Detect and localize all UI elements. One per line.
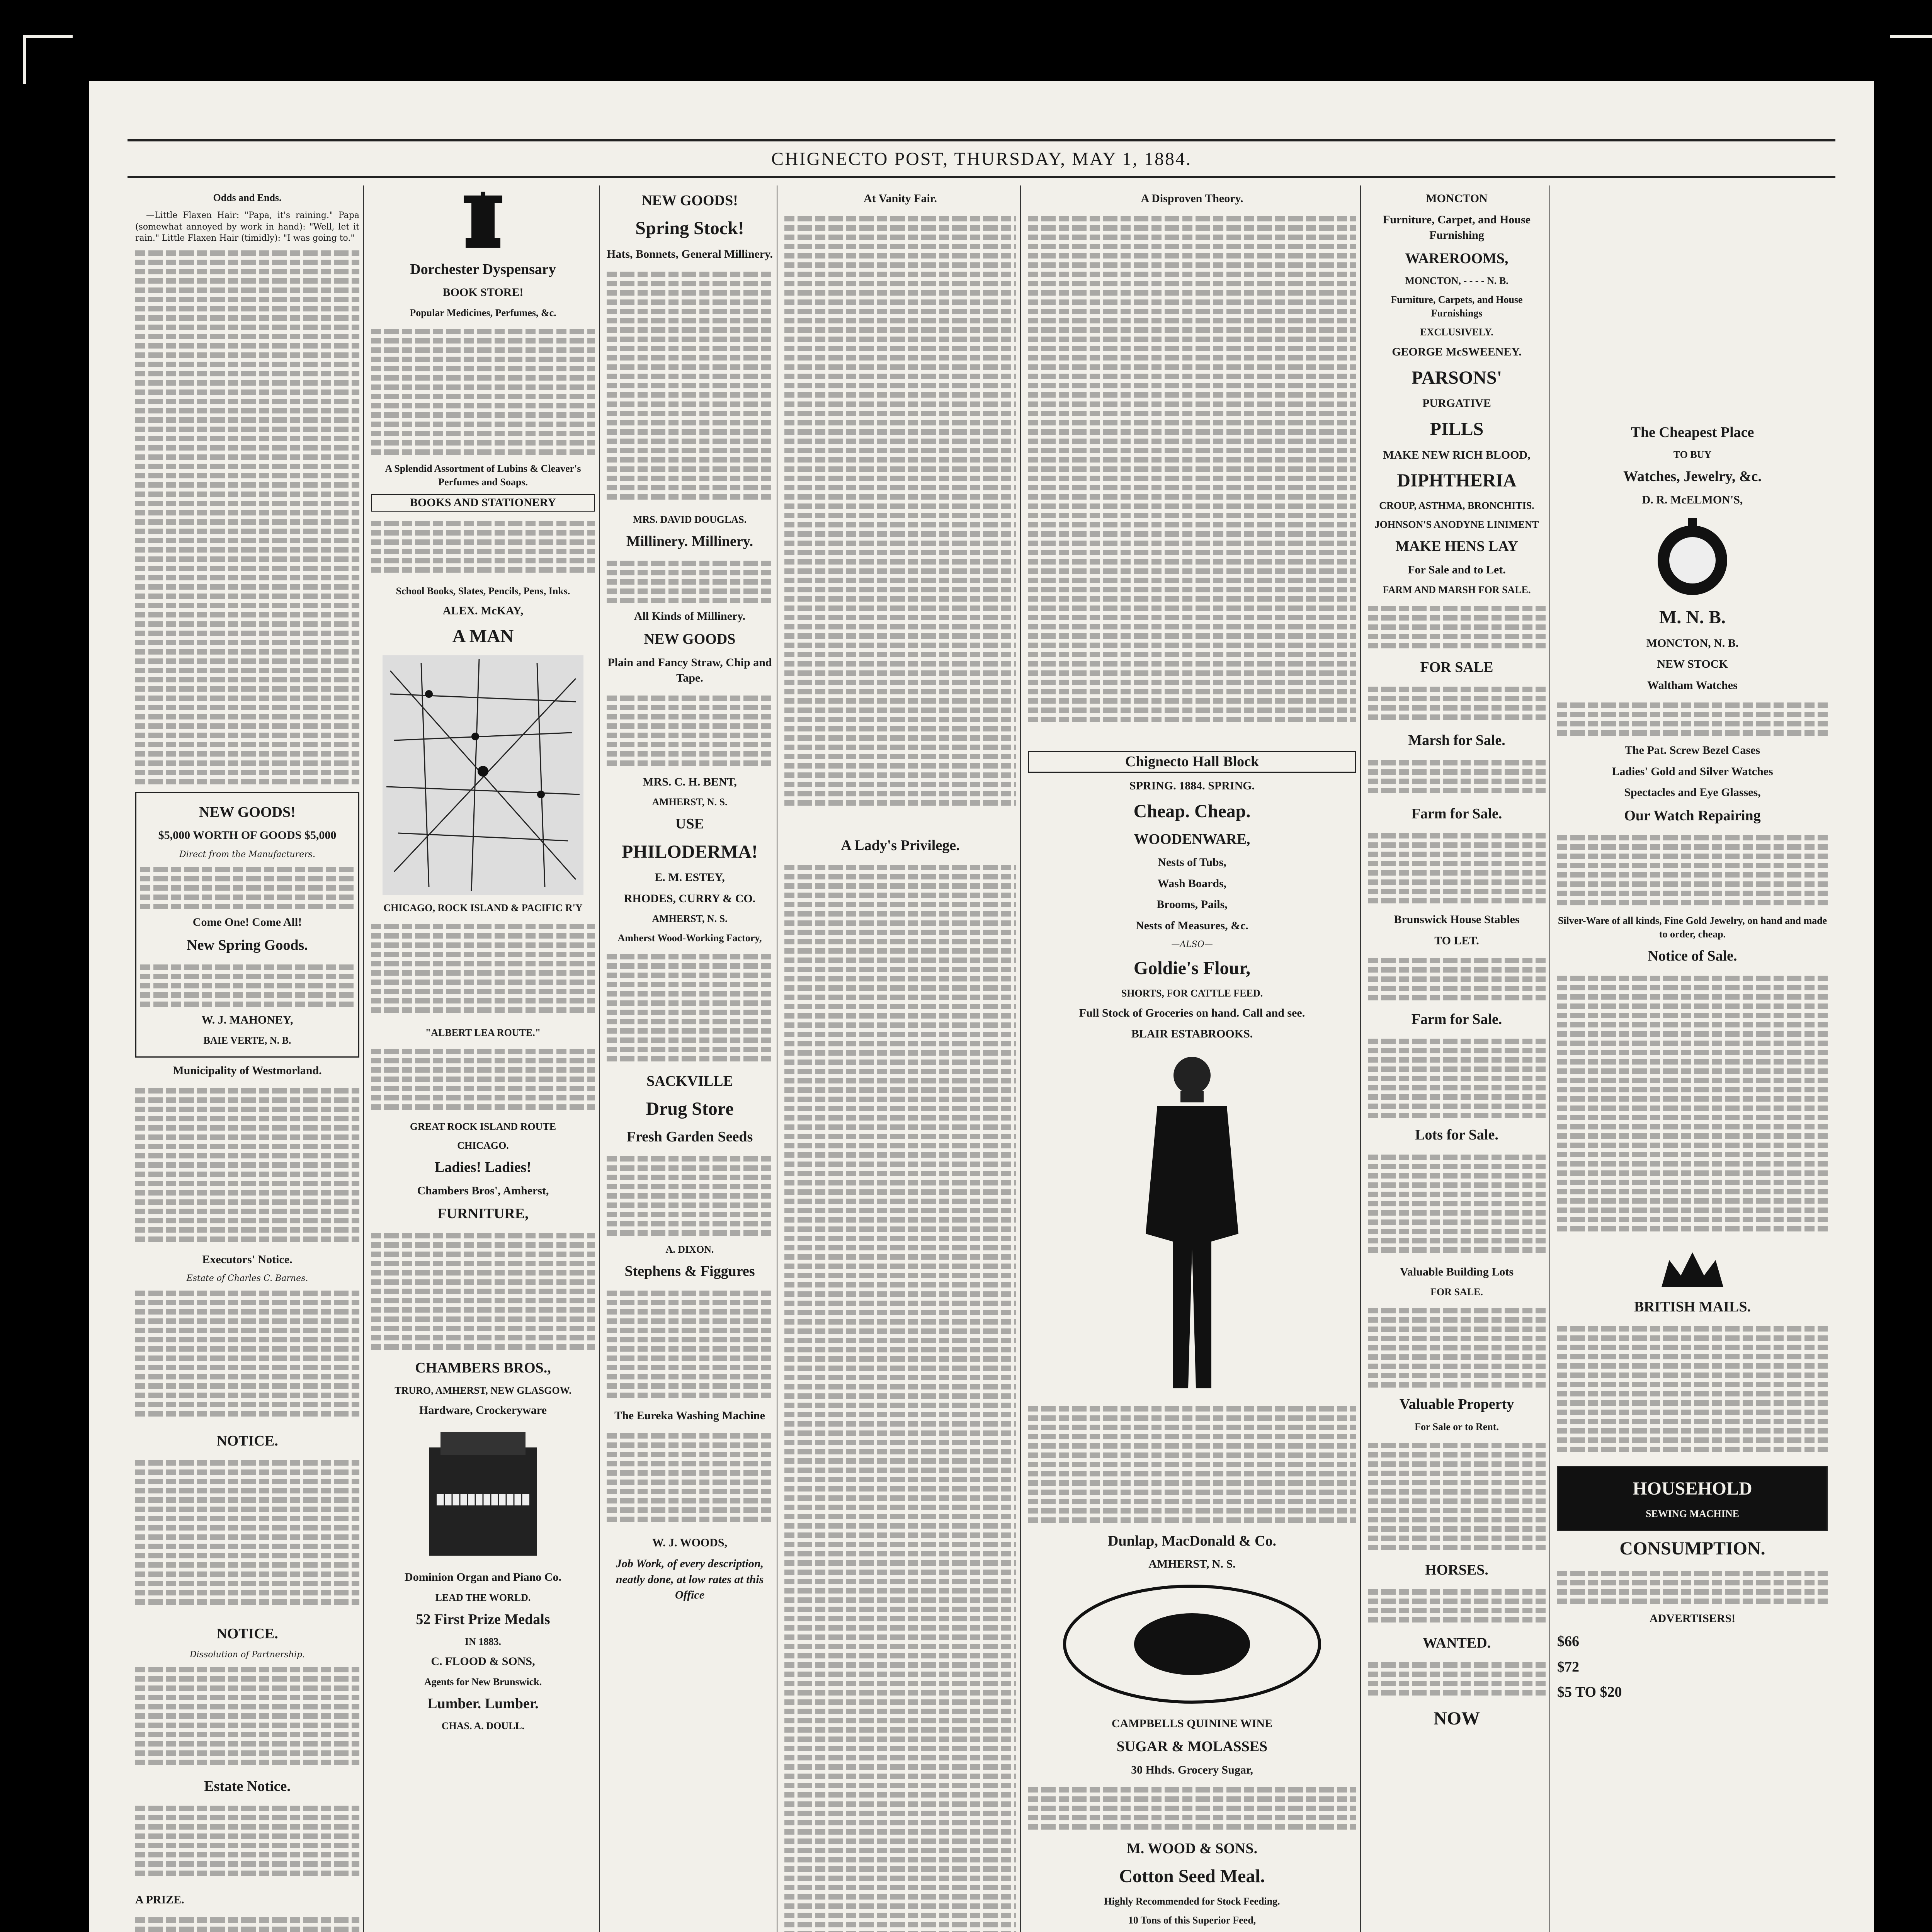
books-stationery: BOOKS AND STATIONERY	[371, 494, 595, 512]
tubs: Nests of Tubs,	[1158, 856, 1226, 869]
notice-text	[1557, 1322, 1828, 1461]
cotton-seed: Cotton Seed Meal.	[1119, 1866, 1265, 1887]
mcsweeney: GEORGE McSWEENEY.	[1392, 345, 1522, 359]
albert-lea: "ALBERT LEA ROUTE."	[425, 1027, 541, 1039]
moncton-title: MONCTON	[1426, 192, 1488, 205]
ad-text	[607, 1429, 773, 1530]
come-one: Come One! Come All!	[192, 915, 302, 929]
ad-text	[1557, 831, 1828, 908]
lady-privilege-heading: A Lady's Privilege.	[841, 837, 960, 854]
agents-nb: Agents for New Brunswick.	[424, 1676, 542, 1687]
notice-text	[1368, 756, 1546, 799]
rich-blood: MAKE NEW RICH BLOOD,	[1383, 448, 1531, 461]
wanted: WANTED.	[1422, 1634, 1491, 1651]
exclusively: EXCLUSIVELY.	[1420, 327, 1493, 338]
ad-text	[607, 950, 773, 1066]
woods: W. J. WOODS,	[652, 1536, 728, 1549]
new-goods: NEW GOODS!	[641, 192, 738, 209]
chambers-bros: CHAMBERS BROS.,	[415, 1360, 551, 1376]
railway-map-icon	[371, 655, 595, 895]
registration-mark	[23, 35, 73, 84]
monogram: M. N. B.	[1659, 607, 1726, 628]
croup: CROUP, ASTHMA, BRONCHITIS.	[1379, 500, 1534, 512]
ladies-gold: Ladies' Gold and Silver Watches	[1612, 765, 1773, 778]
dominion-organ: Dominion Organ and Piano Co.	[405, 1571, 561, 1584]
masthead	[128, 139, 1835, 178]
waltham: Waltham Watches	[1647, 679, 1738, 692]
masthead-title: CHIGNECTO POST, THURSDAY, MAY 1, 1884.	[771, 148, 1192, 169]
ad-text	[607, 1152, 773, 1237]
goldies-flour: Goldie's Flour,	[1133, 958, 1251, 979]
mahoney: W. J. MAHONEY,	[201, 1014, 293, 1027]
ad-text	[1028, 1783, 1356, 1833]
now: NOW	[1434, 1708, 1480, 1729]
mortar-pestle-icon	[371, 192, 595, 253]
quinine-wine-logo-icon	[1028, 1578, 1356, 1710]
repairing: Our Watch Repairing	[1624, 807, 1761, 824]
spring-year: SPRING. 1884. SPRING.	[1129, 779, 1255, 792]
brunswick: Brunswick House Stables	[1394, 913, 1520, 926]
grocery-sugar: 30 Hhds. Grocery Sugar,	[1131, 1763, 1253, 1776]
notice-text	[1368, 1151, 1546, 1259]
railway-name: CHICAGO, ROCK ISLAND & PACIFIC R'Y	[383, 902, 583, 913]
fresh-garden: Fresh Garden Seeds	[626, 1128, 753, 1145]
registration-mark	[1890, 35, 1932, 84]
new-stock: NEW STOCK	[1657, 658, 1728, 671]
hardware: Hardware, Crockeryware	[419, 1403, 547, 1417]
highly: Highly Recommended for Stock Feeding.	[1104, 1896, 1280, 1907]
column-7	[1557, 185, 1828, 1932]
marsh-sale: Marsh for Sale.	[1408, 732, 1505, 749]
dunlap: Dunlap, MacDonald & Co.	[1108, 1532, 1276, 1549]
farm-sale-2: Farm for Sale.	[1411, 1011, 1502, 1028]
story-text	[784, 861, 1016, 1932]
tons: 10 Tons of this Superior Feed,	[1128, 1915, 1256, 1926]
ad-text	[371, 920, 595, 1020]
odds-text: —Little Flaxen Hair: "Papa, it's raining." Papa (somewhat annoyed by work in hand): "Well, let it rain." Little Flaxen Hair (timidly): "I was going to."	[135, 211, 359, 243]
column-4	[784, 185, 1016, 1932]
article-text	[135, 247, 359, 787]
job-work: Job Work, of every description, neatly done, at low rates at this Office	[616, 1557, 764, 1602]
to-let: TO LET.	[1434, 934, 1479, 947]
chambers-amherst: Chambers Bros', Amherst,	[417, 1184, 549, 1197]
in-1883: IN 1883.	[465, 1636, 501, 1648]
price-1: $66	[1557, 1633, 1579, 1650]
story-text	[1028, 212, 1356, 745]
estate-notice-heading: Estate Notice.	[204, 1778, 291, 1794]
doull: CHAS. A. DOULL.	[441, 1720, 525, 1732]
column-5	[1028, 185, 1356, 1932]
column-rule	[599, 185, 600, 1932]
brooms: Brooms, Pails,	[1156, 898, 1228, 911]
for-sale-2: FOR SALE.	[1430, 1286, 1483, 1298]
lead-world: LEAD THE WORLD.	[435, 1592, 531, 1603]
goods-heading: NEW GOODS!	[199, 804, 296, 821]
ad-text	[371, 1229, 595, 1353]
column-rule	[1020, 185, 1021, 1932]
notice-text	[1368, 1658, 1546, 1701]
cheap-heading: Cheap. Cheap.	[1133, 801, 1251, 822]
column-rule	[363, 185, 364, 1932]
price-3: $5 TO $20	[1557, 1684, 1622, 1700]
warerooms: WAREROOMS,	[1405, 250, 1509, 267]
valuable-property: Valuable Property	[1399, 1396, 1514, 1413]
watch-icon	[1557, 514, 1828, 599]
baie-verte: BAIE VERTE, N. B.	[203, 1034, 291, 1046]
nests: Nests of Measures, &c.	[1136, 919, 1248, 932]
executors-heading: Executors' Notice.	[202, 1253, 293, 1266]
watches-jewelry: Watches, Jewelry, &c.	[1623, 468, 1762, 485]
odds-heading: Odds and Ends.	[213, 192, 282, 203]
rhodes-curry: RHODES, CURRY & CO.	[624, 892, 756, 905]
goods-amount: $5,000 WORTH OF GOODS $5,000	[158, 829, 337, 842]
for-sale: FOR SALE	[1420, 659, 1493, 676]
mrs-bent: MRS. C. H. BENT,	[643, 775, 737, 788]
sewing: SEWING MACHINE	[1646, 1508, 1739, 1519]
woodworking: Amherst Wood-Working Factory,	[617, 932, 762, 944]
ad-text	[1557, 185, 1828, 417]
estate-barnes: Estate of Charles C. Barnes.	[186, 1274, 308, 1284]
horses: HORSES.	[1425, 1561, 1488, 1578]
new-goods-ad	[135, 792, 359, 1058]
groceries: Full Stock of Groceries on hand. Call and see.	[1079, 1006, 1305, 1019]
gentleman-figure-icon	[1028, 1048, 1356, 1396]
dissolution: Dissolution of Partnership.	[190, 1650, 305, 1660]
flood-sons: C. FLOOD & SONS,	[431, 1655, 535, 1668]
goods-sub: Direct from the Manufacturers.	[179, 849, 316, 859]
amherst: AMHERST, N. S.	[1148, 1558, 1236, 1571]
ad-text	[371, 325, 595, 456]
mckay: ALEX. McKAY,	[442, 604, 524, 617]
hall-block: Chignecto Hall Block	[1028, 751, 1356, 773]
lots-sale: Lots for Sale.	[1415, 1127, 1498, 1143]
ladies-heading: Ladies! Ladies!	[434, 1159, 532, 1176]
municipality-heading: Municipality of Westmorland.	[173, 1064, 322, 1077]
estey: E. M. ESTEY,	[655, 871, 725, 884]
notice-text	[1368, 954, 1546, 1004]
ad-text	[140, 863, 354, 909]
moncton-nb-2: MONCTON, N. B.	[1646, 636, 1739, 650]
consumption: CONSUMPTION.	[1619, 1538, 1765, 1559]
millinery-heading: Millinery. Millinery.	[626, 533, 753, 549]
parsons: PARSONS'	[1412, 367, 1502, 388]
amherst-2: AMHERST, N. S.	[652, 913, 728, 925]
lumber-heading: Lumber. Lumber.	[427, 1695, 539, 1712]
blair: BLAIR ESTABROOKS.	[1131, 1027, 1253, 1041]
notice-text	[1368, 1585, 1546, 1628]
school-books: School Books, Slates, Pencils, Pens, Inks.	[396, 585, 570, 597]
great-rock: GREAT ROCK ISLAND ROUTE	[410, 1121, 556, 1133]
ad-text	[1557, 1567, 1828, 1605]
vanity-fair-heading: At Vanity Fair.	[864, 192, 937, 205]
woodenware: WOODENWARE,	[1134, 831, 1250, 848]
notice-text	[135, 1802, 359, 1887]
plain-fancy: Plain and Fancy Straw, Chip and Tape.	[607, 656, 772, 685]
notice-text	[1368, 683, 1546, 725]
spring-goods: New Spring Goods.	[187, 937, 308, 954]
sale-rent: For Sale or to Rent.	[1415, 1421, 1499, 1432]
washboards: Wash Boards,	[1157, 877, 1227, 890]
farm-marsh: FARM AND MARSH FOR SALE.	[1383, 584, 1531, 596]
ad-text	[607, 692, 773, 769]
poem-text	[784, 212, 1016, 830]
book-store: BOOK STORE!	[442, 286, 524, 299]
british-mails: BRITISH MAILS.	[1634, 1298, 1751, 1315]
notice-text	[1557, 972, 1828, 1242]
pills: PILLS	[1430, 418, 1484, 439]
furniture-heading: FURNITURE,	[437, 1206, 529, 1222]
a-man: A MAN	[452, 626, 514, 647]
ad-text	[1557, 699, 1828, 737]
hens-lay: MAKE HENS LAY	[1395, 538, 1518, 555]
dixon: A. DIXON.	[665, 1244, 714, 1255]
disproven-heading: A Disproven Theory.	[1141, 192, 1243, 205]
lubins: A Splendid Assortment of Lubins & Cleaver's Perfumes and Soaps.	[385, 463, 581, 488]
amherst: AMHERST, N. S.	[652, 796, 728, 808]
popular-medicines: Popular Medicines, Perfumes, &c.	[410, 307, 556, 318]
notice-text	[1368, 1439, 1546, 1555]
column-3	[607, 185, 773, 1932]
notice-text	[1368, 1304, 1546, 1389]
to-buy: TO BUY	[1673, 449, 1712, 461]
new-goods-2: NEW GOODS	[644, 631, 736, 648]
pat-screw: The Pat. Screw Bezel Cases	[1624, 744, 1760, 757]
first-prize: 52 First Prize Medals	[416, 1611, 550, 1628]
notice-text	[135, 1913, 359, 1932]
ad-text	[607, 557, 773, 603]
advertisers: ADVERTISERS!	[1649, 1612, 1736, 1625]
all-kinds: All Kinds of Millinery.	[634, 609, 746, 622]
household-ad	[1557, 1466, 1828, 1531]
sackville: SACKVILLE	[646, 1073, 733, 1089]
notice-text	[1368, 602, 1546, 652]
stephens-figgures: Stephens & Figgures	[624, 1263, 755, 1280]
ad-text	[607, 1287, 773, 1403]
shorts: SHORTS, FOR CATTLE FEED.	[1121, 987, 1263, 999]
spectacles: Spectacles and Eye Glasses,	[1624, 786, 1761, 799]
eureka: The Eureka Washing Machine	[614, 1409, 765, 1422]
moncton-nb: MONCTON, - - - - N. B.	[1405, 275, 1509, 286]
notice-text	[135, 1084, 359, 1247]
notice-heading: NOTICE.	[216, 1432, 278, 1449]
notice-text	[135, 1456, 359, 1619]
furnishings: Furniture, Carpets, and House Furnishings	[1391, 294, 1523, 319]
mcelmons: D. R. McELMON'S,	[1642, 493, 1743, 506]
column-rule	[1360, 185, 1361, 1932]
drug-store: Drug Store	[646, 1098, 734, 1119]
column-2	[371, 185, 595, 1932]
campbells: CAMPBELLS QUININE WINE	[1111, 1717, 1273, 1730]
ad-text	[371, 517, 595, 579]
column-6	[1368, 185, 1546, 1932]
ad-text	[1028, 1402, 1356, 1526]
also: —ALSO—	[1171, 940, 1213, 950]
purgative: PURGATIVE	[1422, 397, 1491, 410]
ad-text	[607, 268, 773, 507]
notice-heading-2: NOTICE.	[216, 1626, 278, 1642]
mrs-douglas: MRS. DAVID DOUGLAS.	[633, 514, 747, 525]
truro: TRURO, AMHERST, NEW GLASGOW.	[395, 1384, 571, 1396]
organ-icon	[371, 1424, 595, 1563]
farm-sale: Farm for Sale.	[1411, 805, 1502, 822]
building-lots: Valuable Building Lots	[1400, 1265, 1514, 1278]
notice-sale: Notice of Sale.	[1648, 948, 1737, 964]
use: USE	[675, 816, 704, 832]
column-1	[135, 185, 359, 1932]
royal-crest-icon	[1557, 1248, 1828, 1291]
sugar-molasses: SUGAR & MOLASSES	[1116, 1738, 1268, 1755]
for-sale-let: For Sale and to Let.	[1408, 563, 1506, 576]
mwood: M. WOOD & SONS.	[1126, 1840, 1258, 1857]
spring-stock: Spring Stock!	[635, 218, 744, 239]
column-rule	[1549, 185, 1550, 1932]
johnsons: JOHNSON'S ANODYNE LINIMENT	[1374, 519, 1539, 531]
ad-text	[140, 961, 354, 1007]
furniture-carpet: Furniture, Carpet, and House Furnishing	[1383, 213, 1531, 242]
price-2: $72	[1557, 1658, 1579, 1675]
notice-text	[135, 1287, 359, 1426]
hats-bonnets: Hats, Bonnets, General Millinery.	[607, 248, 773, 261]
chicago: CHICAGO.	[457, 1140, 509, 1151]
diphtheria: DIPHTHERIA	[1397, 470, 1517, 491]
philoderma: PHILODERMA!	[622, 841, 758, 862]
notice-text	[135, 1663, 359, 1771]
ad-text	[371, 1045, 595, 1114]
silver-ware: Silver-Ware of all kinds, Fine Gold Jewelry, on hand and made to order, cheap.	[1558, 915, 1827, 940]
dyspensary: Dorchester Dyspensary	[410, 261, 556, 277]
notice-text	[1368, 829, 1546, 906]
notice-text	[1368, 1035, 1546, 1120]
cheapest-place: The Cheapest Place	[1631, 424, 1754, 440]
prize-heading: A PRIZE.	[135, 1893, 184, 1906]
household: HOUSEHOLD	[1633, 1478, 1752, 1499]
